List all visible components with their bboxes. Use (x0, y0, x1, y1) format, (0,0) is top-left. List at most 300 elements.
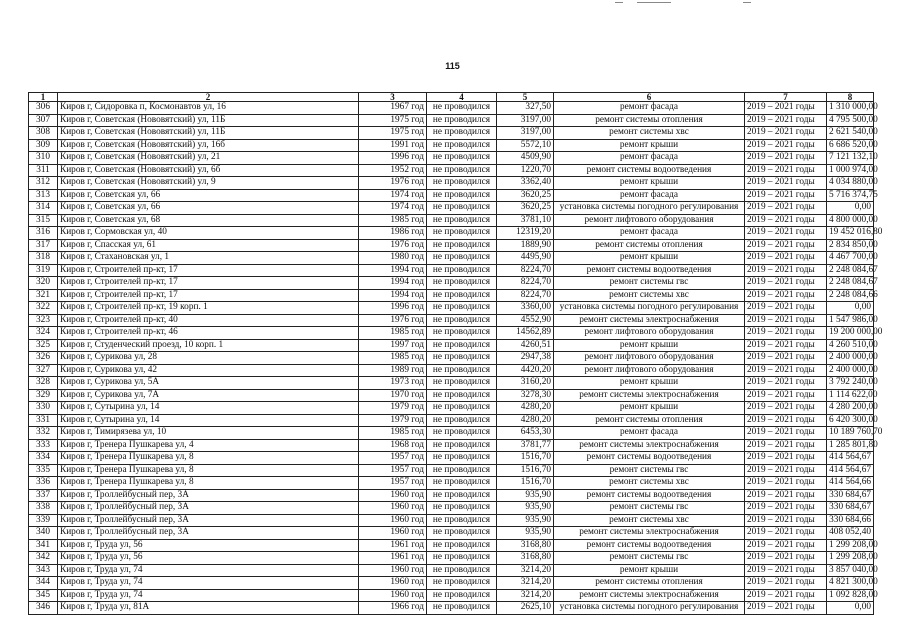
work-type-cell: ремонт фасада (554, 427, 745, 440)
status-cell: не проводился (427, 277, 497, 290)
area-cell: 14562,89 (497, 327, 554, 340)
cost-cell: 7 121 132,10 (827, 152, 874, 165)
table-row (29, 452, 874, 465)
year-cell: 1979 год (359, 414, 427, 427)
area-cell: 2625,10 (497, 602, 554, 615)
period-cell: 2019 – 2021 годы (745, 277, 827, 290)
year-cell: 1960 год (359, 577, 427, 590)
year-cell: 1985 год (359, 214, 427, 227)
period-cell: 2019 – 2021 годы (745, 502, 827, 515)
cost-cell: 2 248 084,66 (827, 289, 874, 302)
period-cell: 2019 – 2021 годы (745, 377, 827, 390)
header-row (29, 93, 874, 102)
cost-cell: 4 821 300,00 (827, 577, 874, 590)
year-cell: 1960 год (359, 489, 427, 502)
year-cell: 1966 год (359, 602, 427, 615)
status-cell: не проводился (427, 414, 497, 427)
work-type-cell: ремонт крыши (554, 177, 745, 190)
address-cell: Киров г, Труда ул, 81А (58, 602, 359, 615)
year-cell: 1994 год (359, 289, 427, 302)
work-type-cell: ремонт системы гвс (554, 277, 745, 290)
area-cell: 3214,20 (497, 577, 554, 590)
period-cell: 2019 – 2021 годы (745, 539, 827, 552)
address-cell: Киров г, Троллейбусный пер, 3А (58, 489, 359, 502)
cost-cell: 330 684,67 (827, 489, 874, 502)
period-cell: 2019 – 2021 годы (745, 227, 827, 240)
period-cell: 2019 – 2021 годы (745, 427, 827, 440)
table-row (29, 477, 874, 490)
cost-cell: 4 260 510,00 (827, 339, 874, 352)
row-number: 342 (29, 552, 58, 565)
cost-cell: 1 547 986,00 (827, 314, 874, 327)
address-cell: Киров г, Стахановская ул, 1 (58, 252, 359, 265)
work-type-cell: ремонт лифтового оборудования (554, 352, 745, 365)
year-cell: 1985 год (359, 352, 427, 365)
period-cell: 2019 – 2021 годы (745, 602, 827, 615)
address-cell: Киров г, Труда ул, 74 (58, 589, 359, 602)
cost-cell: 1 285 801,80 (827, 439, 874, 452)
address-cell: Киров г, Тренера Пушкарева ул, 8 (58, 477, 359, 490)
area-cell: 1516,70 (497, 452, 554, 465)
area-cell: 935,90 (497, 514, 554, 527)
status-cell: не проводился (427, 152, 497, 165)
area-cell: 3214,20 (497, 564, 554, 577)
year-cell: 1973 год (359, 377, 427, 390)
area-cell: 4280,20 (497, 414, 554, 427)
area-cell: 1516,70 (497, 464, 554, 477)
status-cell: не проводился (427, 189, 497, 202)
year-cell: 1991 год (359, 139, 427, 152)
cost-cell: 4 280 200,00 (827, 402, 874, 415)
period-cell: 2019 – 2021 годы (745, 489, 827, 502)
year-cell: 1967 год (359, 102, 427, 115)
row-number: 330 (29, 402, 58, 415)
period-cell: 2019 – 2021 годы (745, 477, 827, 490)
status-cell: не проводился (427, 214, 497, 227)
area-cell: 3168,80 (497, 539, 554, 552)
address-cell: Киров г, Студенческий проезд, 10 корп. 1 (58, 339, 359, 352)
year-cell: 1960 год (359, 502, 427, 515)
cost-cell: 414 564,66 (827, 477, 874, 490)
row-number: 310 (29, 152, 58, 165)
row-number: 344 (29, 577, 58, 590)
address-cell: Киров г, Труда ул, 74 (58, 564, 359, 577)
table-row (29, 189, 874, 202)
period-cell: 2019 – 2021 годы (745, 514, 827, 527)
cost-cell: 0,00 (827, 602, 874, 615)
area-cell: 4552,90 (497, 314, 554, 327)
work-type-cell: установка системы погодного регулирования (554, 202, 745, 215)
table-row (29, 464, 874, 477)
table-row (29, 552, 874, 565)
row-number: 328 (29, 377, 58, 390)
row-number: 346 (29, 602, 58, 615)
work-type-cell: ремонт системы водоотведения (554, 164, 745, 177)
row-number: 309 (29, 139, 58, 152)
cost-cell: 1 299 208,00 (827, 552, 874, 565)
row-number: 345 (29, 589, 58, 602)
year-cell: 1997 год (359, 339, 427, 352)
status-cell: не проводился (427, 139, 497, 152)
cost-cell: 414 564,67 (827, 452, 874, 465)
work-type-cell: ремонт системы хвс (554, 289, 745, 302)
table-row (29, 264, 874, 277)
table-row (29, 289, 874, 302)
column-header: 8 (827, 93, 874, 102)
address-cell: Киров г, Советская ул, 68 (58, 214, 359, 227)
status-cell: не проводился (427, 377, 497, 390)
repair-schedule-table (28, 92, 883, 615)
address-cell: Киров г, Советская ул, 66 (58, 189, 359, 202)
table-row (29, 177, 874, 190)
work-type-cell: ремонт крыши (554, 139, 745, 152)
cost-cell: 0,00 (827, 302, 874, 315)
table-row (29, 227, 874, 240)
work-type-cell: ремонт системы хвс (554, 127, 745, 140)
cost-cell: 2 621 540,00 (827, 127, 874, 140)
status-cell: не проводился (427, 527, 497, 540)
area-cell: 1220,70 (497, 164, 554, 177)
period-cell: 2019 – 2021 годы (745, 189, 827, 202)
status-cell: не проводился (427, 452, 497, 465)
area-cell: 935,90 (497, 502, 554, 515)
area-cell: 6453,30 (497, 427, 554, 440)
period-cell: 2019 – 2021 годы (745, 264, 827, 277)
year-cell: 1976 год (359, 177, 427, 190)
period-cell: 2019 – 2021 годы (745, 577, 827, 590)
row-number: 337 (29, 489, 58, 502)
cost-cell: 2 248 084,67 (827, 277, 874, 290)
status-cell: не проводился (427, 364, 497, 377)
area-cell: 3278,30 (497, 389, 554, 402)
work-type-cell: ремонт крыши (554, 564, 745, 577)
table-row (29, 389, 874, 402)
work-type-cell: ремонт системы хвс (554, 514, 745, 527)
status-cell: не проводился (427, 239, 497, 252)
table-row (29, 514, 874, 527)
cost-cell: 10 189 760,70 (827, 427, 874, 440)
work-type-cell: ремонт системы водоотведения (554, 539, 745, 552)
table-row (29, 589, 874, 602)
area-cell: 3197,00 (497, 127, 554, 140)
table-row (29, 364, 874, 377)
row-number: 311 (29, 164, 58, 177)
address-cell: Киров г, Строителей пр-кт, 17 (58, 264, 359, 277)
address-cell: Киров г, Троллейбусный пер, 3А (58, 502, 359, 515)
area-cell: 4420,20 (497, 364, 554, 377)
status-cell: не проводился (427, 477, 497, 490)
work-type-cell: ремонт системы хвс (554, 477, 745, 490)
work-type-cell: установка системы погодного регулирования (554, 602, 745, 615)
period-cell: 2019 – 2021 годы (745, 289, 827, 302)
table-row (29, 277, 874, 290)
row-number: 336 (29, 477, 58, 490)
period-cell: 2019 – 2021 годы (745, 439, 827, 452)
row-number: 314 (29, 202, 58, 215)
status-cell: не проводился (427, 289, 497, 302)
area-cell: 5572,10 (497, 139, 554, 152)
year-cell: 1996 год (359, 152, 427, 165)
period-cell: 2019 – 2021 годы (745, 214, 827, 227)
area-cell: 4260,51 (497, 339, 554, 352)
row-number: 322 (29, 302, 58, 315)
column-header: 1 (29, 93, 58, 102)
address-cell: Киров г, Тимирязева ул, 10 (58, 427, 359, 440)
cost-cell: 4 800 000,00 (827, 214, 874, 227)
year-cell: 1957 год (359, 452, 427, 465)
address-cell: Киров г, Сутырина ул, 14 (58, 414, 359, 427)
area-cell: 3168,80 (497, 552, 554, 565)
work-type-cell: ремонт системы отопления (554, 114, 745, 127)
status-cell: не проводился (427, 589, 497, 602)
cost-cell: 408 052,40 (827, 527, 874, 540)
work-type-cell: ремонт системы водоотведения (554, 489, 745, 502)
area-cell: 8224,70 (497, 289, 554, 302)
status-cell: не проводился (427, 602, 497, 615)
table-row (29, 139, 874, 152)
table-row (29, 402, 874, 415)
year-cell: 1974 год (359, 189, 427, 202)
table-row (29, 577, 874, 590)
work-type-cell: ремонт фасада (554, 102, 745, 115)
table-row (29, 502, 874, 515)
work-type-cell: ремонт крыши (554, 377, 745, 390)
table-row (29, 239, 874, 252)
row-number: 339 (29, 514, 58, 527)
address-cell: Киров г, Троллейбусный пер, 3А (58, 527, 359, 540)
row-number: 319 (29, 264, 58, 277)
area-cell: 4280,20 (497, 402, 554, 415)
work-type-cell: ремонт системы электроснабжения (554, 589, 745, 602)
work-type-cell: ремонт крыши (554, 402, 745, 415)
status-cell: не проводился (427, 227, 497, 240)
row-number: 333 (29, 439, 58, 452)
status-cell: не проводился (427, 339, 497, 352)
address-cell: Киров г, Строителей пр-кт, 46 (58, 327, 359, 340)
table-row (29, 339, 874, 352)
row-number: 307 (29, 114, 58, 127)
table-row (29, 202, 874, 215)
row-number: 327 (29, 364, 58, 377)
table-row (29, 314, 874, 327)
address-cell: Киров г, Советская (Нововятский) ул, 11Б (58, 127, 359, 140)
year-cell: 1980 год (359, 252, 427, 265)
cost-cell: 5 716 374,75 (827, 189, 874, 202)
cost-cell: 2 400 000,00 (827, 364, 874, 377)
cost-cell: 414 564,67 (827, 464, 874, 477)
cost-cell: 0,00 (827, 202, 874, 215)
row-number: 326 (29, 352, 58, 365)
column-header: 4 (427, 93, 497, 102)
period-cell: 2019 – 2021 годы (745, 414, 827, 427)
row-number: 343 (29, 564, 58, 577)
period-cell: 2019 – 2021 годы (745, 327, 827, 340)
cost-cell: 4 034 880,00 (827, 177, 874, 190)
area-cell: 327,50 (497, 102, 554, 115)
area-cell: 3362,40 (497, 177, 554, 190)
work-type-cell: ремонт лифтового оборудования (554, 327, 745, 340)
address-cell: Киров г, Советская ул, 66 (58, 202, 359, 215)
row-number: 320 (29, 277, 58, 290)
area-cell: 12319,20 (497, 227, 554, 240)
cost-cell: 6 686 520,00 (827, 139, 874, 152)
cost-cell: 4 795 500,00 (827, 114, 874, 127)
year-cell: 1976 год (359, 314, 427, 327)
row-number: 334 (29, 452, 58, 465)
address-cell: Киров г, Тренера Пушкарева ул, 4 (58, 439, 359, 452)
address-cell: Киров г, Строителей пр-кт, 17 (58, 289, 359, 302)
area-cell: 4509,90 (497, 152, 554, 165)
address-cell: Киров г, Спасская ул, 61 (58, 239, 359, 252)
year-cell: 1985 год (359, 427, 427, 440)
area-cell: 3214,20 (497, 589, 554, 602)
row-number: 308 (29, 127, 58, 140)
status-cell: не проводился (427, 439, 497, 452)
row-number: 329 (29, 389, 58, 402)
year-cell: 1979 год (359, 402, 427, 415)
cost-cell: 2 834 850,00 (827, 239, 874, 252)
period-cell: 2019 – 2021 годы (745, 364, 827, 377)
row-number: 335 (29, 464, 58, 477)
status-cell: не проводился (427, 389, 497, 402)
status-cell: не проводился (427, 327, 497, 340)
period-cell: 2019 – 2021 годы (745, 127, 827, 140)
period-cell: 2019 – 2021 годы (745, 139, 827, 152)
status-cell: не проводился (427, 114, 497, 127)
area-cell: 3197,00 (497, 114, 554, 127)
status-cell: не проводился (427, 402, 497, 415)
table-row (29, 302, 874, 315)
row-number: 338 (29, 502, 58, 515)
work-type-cell: ремонт фасада (554, 227, 745, 240)
row-number: 321 (29, 289, 58, 302)
work-type-cell: ремонт системы электроснабжения (554, 439, 745, 452)
table-row (29, 564, 874, 577)
address-cell: Киров г, Советская (Нововятский) ул, 6б (58, 164, 359, 177)
work-type-cell: ремонт лифтового оборудования (554, 214, 745, 227)
work-type-cell: ремонт крыши (554, 252, 745, 265)
status-cell: не проводился (427, 264, 497, 277)
table-row (29, 427, 874, 440)
year-cell: 1970 год (359, 389, 427, 402)
page-number: 115 (445, 61, 460, 71)
row-number: 312 (29, 177, 58, 190)
period-cell: 2019 – 2021 годы (745, 552, 827, 565)
work-type-cell: ремонт крыши (554, 339, 745, 352)
address-cell: Киров г, Труда ул, 56 (58, 539, 359, 552)
cost-cell: 3 857 040,00 (827, 564, 874, 577)
status-cell: не проводился (427, 427, 497, 440)
period-cell: 2019 – 2021 годы (745, 589, 827, 602)
period-cell: 2019 – 2021 годы (745, 252, 827, 265)
work-type-cell: ремонт системы электроснабжения (554, 389, 745, 402)
cost-cell: 6 420 300,00 (827, 414, 874, 427)
work-type-cell: ремонт фасада (554, 152, 745, 165)
row-number: 340 (29, 527, 58, 540)
status-cell: не проводился (427, 314, 497, 327)
row-number: 317 (29, 239, 58, 252)
status-cell: не проводился (427, 102, 497, 115)
work-type-cell: ремонт системы электроснабжения (554, 314, 745, 327)
year-cell: 1961 год (359, 552, 427, 565)
table-row (29, 127, 874, 140)
address-cell: Киров г, Тренера Пушкарева ул, 8 (58, 464, 359, 477)
column-header: 3 (359, 93, 427, 102)
year-cell: 1952 год (359, 164, 427, 177)
year-cell: 1961 год (359, 539, 427, 552)
address-cell: Киров г, Сутырина ул, 14 (58, 402, 359, 415)
period-cell: 2019 – 2021 годы (745, 564, 827, 577)
area-cell: 3781,10 (497, 214, 554, 227)
row-number: 325 (29, 339, 58, 352)
status-cell: не проводился (427, 252, 497, 265)
year-cell: 1960 год (359, 589, 427, 602)
address-cell: Киров г, Тренера Пушкарева ул, 8 (58, 452, 359, 465)
address-cell: Киров г, Троллейбусный пер, 3А (58, 514, 359, 527)
address-cell: Киров г, Сидоровка п, Космонавтов ул, 16 (58, 102, 359, 115)
cost-cell: 2 248 084,67 (827, 264, 874, 277)
year-cell: 1957 год (359, 464, 427, 477)
status-cell: не проводился (427, 514, 497, 527)
status-cell: не проводился (427, 127, 497, 140)
period-cell: 2019 – 2021 годы (745, 239, 827, 252)
status-cell: не проводился (427, 352, 497, 365)
row-number: 341 (29, 539, 58, 552)
row-number: 323 (29, 314, 58, 327)
area-cell: 1516,70 (497, 477, 554, 490)
address-cell: Киров г, Сурикова ул, 42 (58, 364, 359, 377)
work-type-cell: ремонт системы отопления (554, 414, 745, 427)
row-number: 331 (29, 414, 58, 427)
address-cell: Киров г, Советская (Нововятский) ул, 9 (58, 177, 359, 190)
table-row (29, 527, 874, 540)
year-cell: 1975 год (359, 114, 427, 127)
status-cell: не проводился (427, 552, 497, 565)
column-header: 2 (58, 93, 359, 102)
work-type-cell: ремонт системы электроснабжения (554, 527, 745, 540)
status-cell: не проводился (427, 502, 497, 515)
status-cell: не проводился (427, 464, 497, 477)
row-number: 318 (29, 252, 58, 265)
period-cell: 2019 – 2021 годы (745, 202, 827, 215)
area-cell: 3620,25 (497, 189, 554, 202)
period-cell: 2019 – 2021 годы (745, 464, 827, 477)
address-cell: Киров г, Советская (Нововятский) ул, 21 (58, 152, 359, 165)
address-cell: Киров г, Сурикова ул, 28 (58, 352, 359, 365)
table-row (29, 252, 874, 265)
cost-cell: 1 310 000,00 (827, 102, 874, 115)
table-row (29, 114, 874, 127)
address-cell: Киров г, Строителей пр-кт, 17 (58, 277, 359, 290)
table-row (29, 102, 874, 115)
work-type-cell: ремонт системы гвс (554, 552, 745, 565)
table-row (29, 164, 874, 177)
column-header: 6 (554, 93, 745, 102)
year-cell: 1975 год (359, 127, 427, 140)
status-cell: не проводился (427, 302, 497, 315)
cost-cell: 1 000 974,00 (827, 164, 874, 177)
status-cell: не проводился (427, 202, 497, 215)
period-cell: 2019 – 2021 годы (745, 152, 827, 165)
cost-cell: 3 792 240,00 (827, 377, 874, 390)
year-cell: 1957 год (359, 477, 427, 490)
work-type-cell: ремонт системы отопления (554, 239, 745, 252)
work-type-cell: ремонт системы гвс (554, 464, 745, 477)
period-cell: 2019 – 2021 годы (745, 102, 827, 115)
address-cell: Киров г, Советская (Нововятский) ул, 11Б (58, 114, 359, 127)
period-cell: 2019 – 2021 годы (745, 452, 827, 465)
cost-cell: 1 114 622,00 (827, 389, 874, 402)
